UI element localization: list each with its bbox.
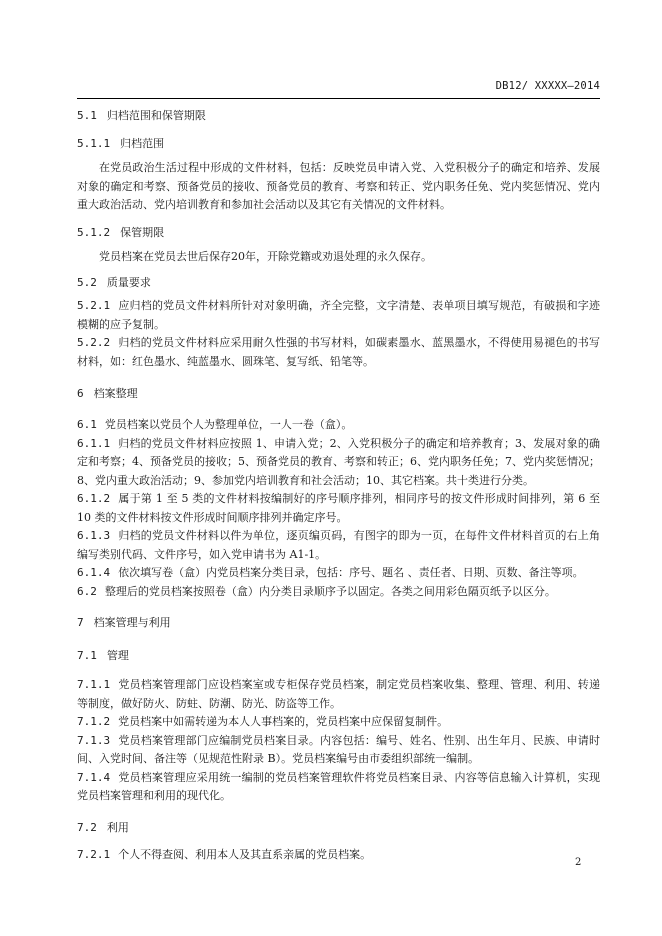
section-title: 保管期限	[120, 225, 165, 239]
paragraph-6-2	[77, 583, 600, 602]
page-number: 2	[575, 857, 582, 868]
clause-number: 6.1.3	[77, 529, 111, 542]
section-number: 7.2	[77, 820, 97, 834]
paragraph-5-2-1	[77, 297, 600, 334]
paragraph-7-1-3	[77, 732, 600, 769]
clause-number: 7.1.2	[77, 715, 111, 728]
clause-number: 6.1.4	[77, 566, 111, 579]
paragraph-6-1-4	[77, 564, 600, 583]
clause-text: 依次填写卷（盒）内党员档案分类目录，包括：序号、题名 、责任者、日期、页数、备注等项。	[118, 566, 584, 579]
clause-number: 6.2	[77, 584, 97, 598]
clause-number: 6.1.1	[77, 436, 111, 450]
heading-7-1	[77, 648, 600, 664]
section-title: 归档范围和保管期限	[106, 109, 206, 122]
clause-text: 归档的党员文件材料应按照 1、申请入党；2、入党积极分子的确定和培养教育；3、发展对象的确定和考察；4、预备党员的接收；5、预备党员的教育、考察和转正；6、党内职务任免；7、党内奖惩情况；8、党内重大政治活动；9、参加党内培训教育和社会活动；10、其它档案。共十类进行分类。	[77, 436, 600, 487]
section-number: 5.1.1	[77, 137, 111, 150]
clause-text: 党员档案管理部门应设档案室或专柜保存党员档案，制定党员档案收集、整理、管理、利用、转递等制度，做好防火、防蛀、防潮、防光、防盗等工作。	[77, 678, 600, 710]
section-number: 7	[77, 616, 84, 629]
section-number: 7.1	[77, 649, 97, 662]
paragraph-5-1-2: 党员档案在党员去世后保存20年，开除党籍或劝退处理的永久保存。	[99, 249, 432, 263]
section-title: 档案管理与利用	[93, 616, 171, 629]
heading-7-2	[77, 820, 600, 836]
heading-6	[77, 386, 600, 402]
clause-text: 归档的党员文件材料以件为单位，逐页编页码，有图字的即为一页，在每件文件材料首页的右上角编写类别代码、文件序号，如入党申请书为 A1-1。	[77, 529, 600, 561]
paragraph-6-1	[77, 416, 600, 435]
paragraph-6-1-2	[77, 490, 600, 527]
heading-5-1-1	[77, 136, 600, 152]
paragraph-7-1-2	[77, 713, 600, 732]
heading-7	[77, 615, 600, 631]
section-title: 利用	[106, 820, 129, 834]
clause-number: 6.1.2	[77, 492, 111, 505]
clause-number: 7.1.4	[77, 770, 111, 784]
clause-number: 5.2.1	[77, 299, 111, 312]
clause-text: 党员档案管理部门应编制党员档案目录。内容包括：编号、姓名、性别、出生年月、民族、申请时间、入党时间、备注等（见规范性附录 B）。党员档案编号由市委组织部统一编制。	[77, 733, 600, 765]
clause-number: 6.1	[77, 418, 97, 431]
section-title: 归档范围	[120, 137, 165, 150]
paragraph-5-2-2	[77, 334, 600, 371]
paragraph-7-1-1	[77, 676, 600, 713]
section-number: 6	[77, 387, 84, 400]
section-title: 质量要求	[106, 276, 151, 289]
clause-text: 党员档案以党员个人为整理单位，一人一卷（盒）。	[104, 418, 353, 431]
heading-5-1-2	[77, 225, 600, 241]
paragraph-7-2-1	[77, 846, 600, 865]
clause-number: 7.1.1	[77, 678, 111, 691]
clause-text: 归档的党员文件材料应采用耐久性强的书写材料，如碳素墨水、蓝黑墨水，不得使用易褪色的书写材料，如：红色墨水、纯蓝墨水、圆珠笔、复写纸、铅笔等。	[77, 336, 600, 368]
paragraph-6-1-1	[77, 435, 600, 491]
document-code: DB12/ XXXXX—2014	[495, 80, 600, 92]
clause-number: 7.2.1	[77, 847, 111, 861]
paragraph-6-1-3	[77, 527, 600, 564]
section-number: 5.2	[77, 276, 97, 289]
header-rule	[77, 98, 600, 99]
paragraph-5-1-1: 在党员政治生活过程中形成的文件材料，包括：反映党员申请入党、入党积极分子的确定和培养、发展对象的确定和考察、预备党员的接收、预备党员的教育、考察和转正、党内职务任免、党内奖惩情况、党内重大政治活动、党内培训教育和参加社会活动以及其它有关情况的文件材料。	[77, 161, 600, 211]
section-number: 5.1.2	[77, 225, 111, 239]
clause-text: 个人不得查阅、利用本人及其直系亲属的党员档案。	[118, 847, 372, 861]
clause-text: 整理后的党员档案按照卷（盒）内分类目录顺序予以固定。各类之间用彩色隔页纸予以区分。	[104, 584, 556, 598]
document-body	[77, 100, 600, 864]
paragraph-7-1-4	[77, 769, 600, 806]
clause-text: 党员档案中如需转递为本人人事档案的，党员档案中应保留复制件。	[118, 715, 449, 728]
heading-5-1	[77, 108, 600, 124]
clause-text: 应归档的党员文件材料所针对对象明确，齐全完整，文字清楚、表单项目填写规范，有破损和字迹模糊的应予复制。	[77, 299, 600, 331]
clause-number: 7.1.3	[77, 733, 111, 747]
section-number: 5.1	[77, 109, 97, 122]
clause-text: 属于第 1 至 5 类的文件材料按编制好的序号顺序排列，相同序号的按文件形成时间排列，第 6 至 10 类的文件材料按文件形成时间顺序排列并确定序号。	[77, 492, 600, 524]
clause-number: 5.2.2	[77, 336, 111, 349]
section-title: 管理	[106, 649, 129, 662]
clause-text: 党员档案管理应采用统一编制的党员档案管理软件将党员档案目录、内容等信息输入计算机，实现党员档案管理和利用的现代化。	[77, 770, 600, 802]
section-title: 档案整理	[93, 387, 138, 400]
heading-5-2	[77, 275, 600, 291]
